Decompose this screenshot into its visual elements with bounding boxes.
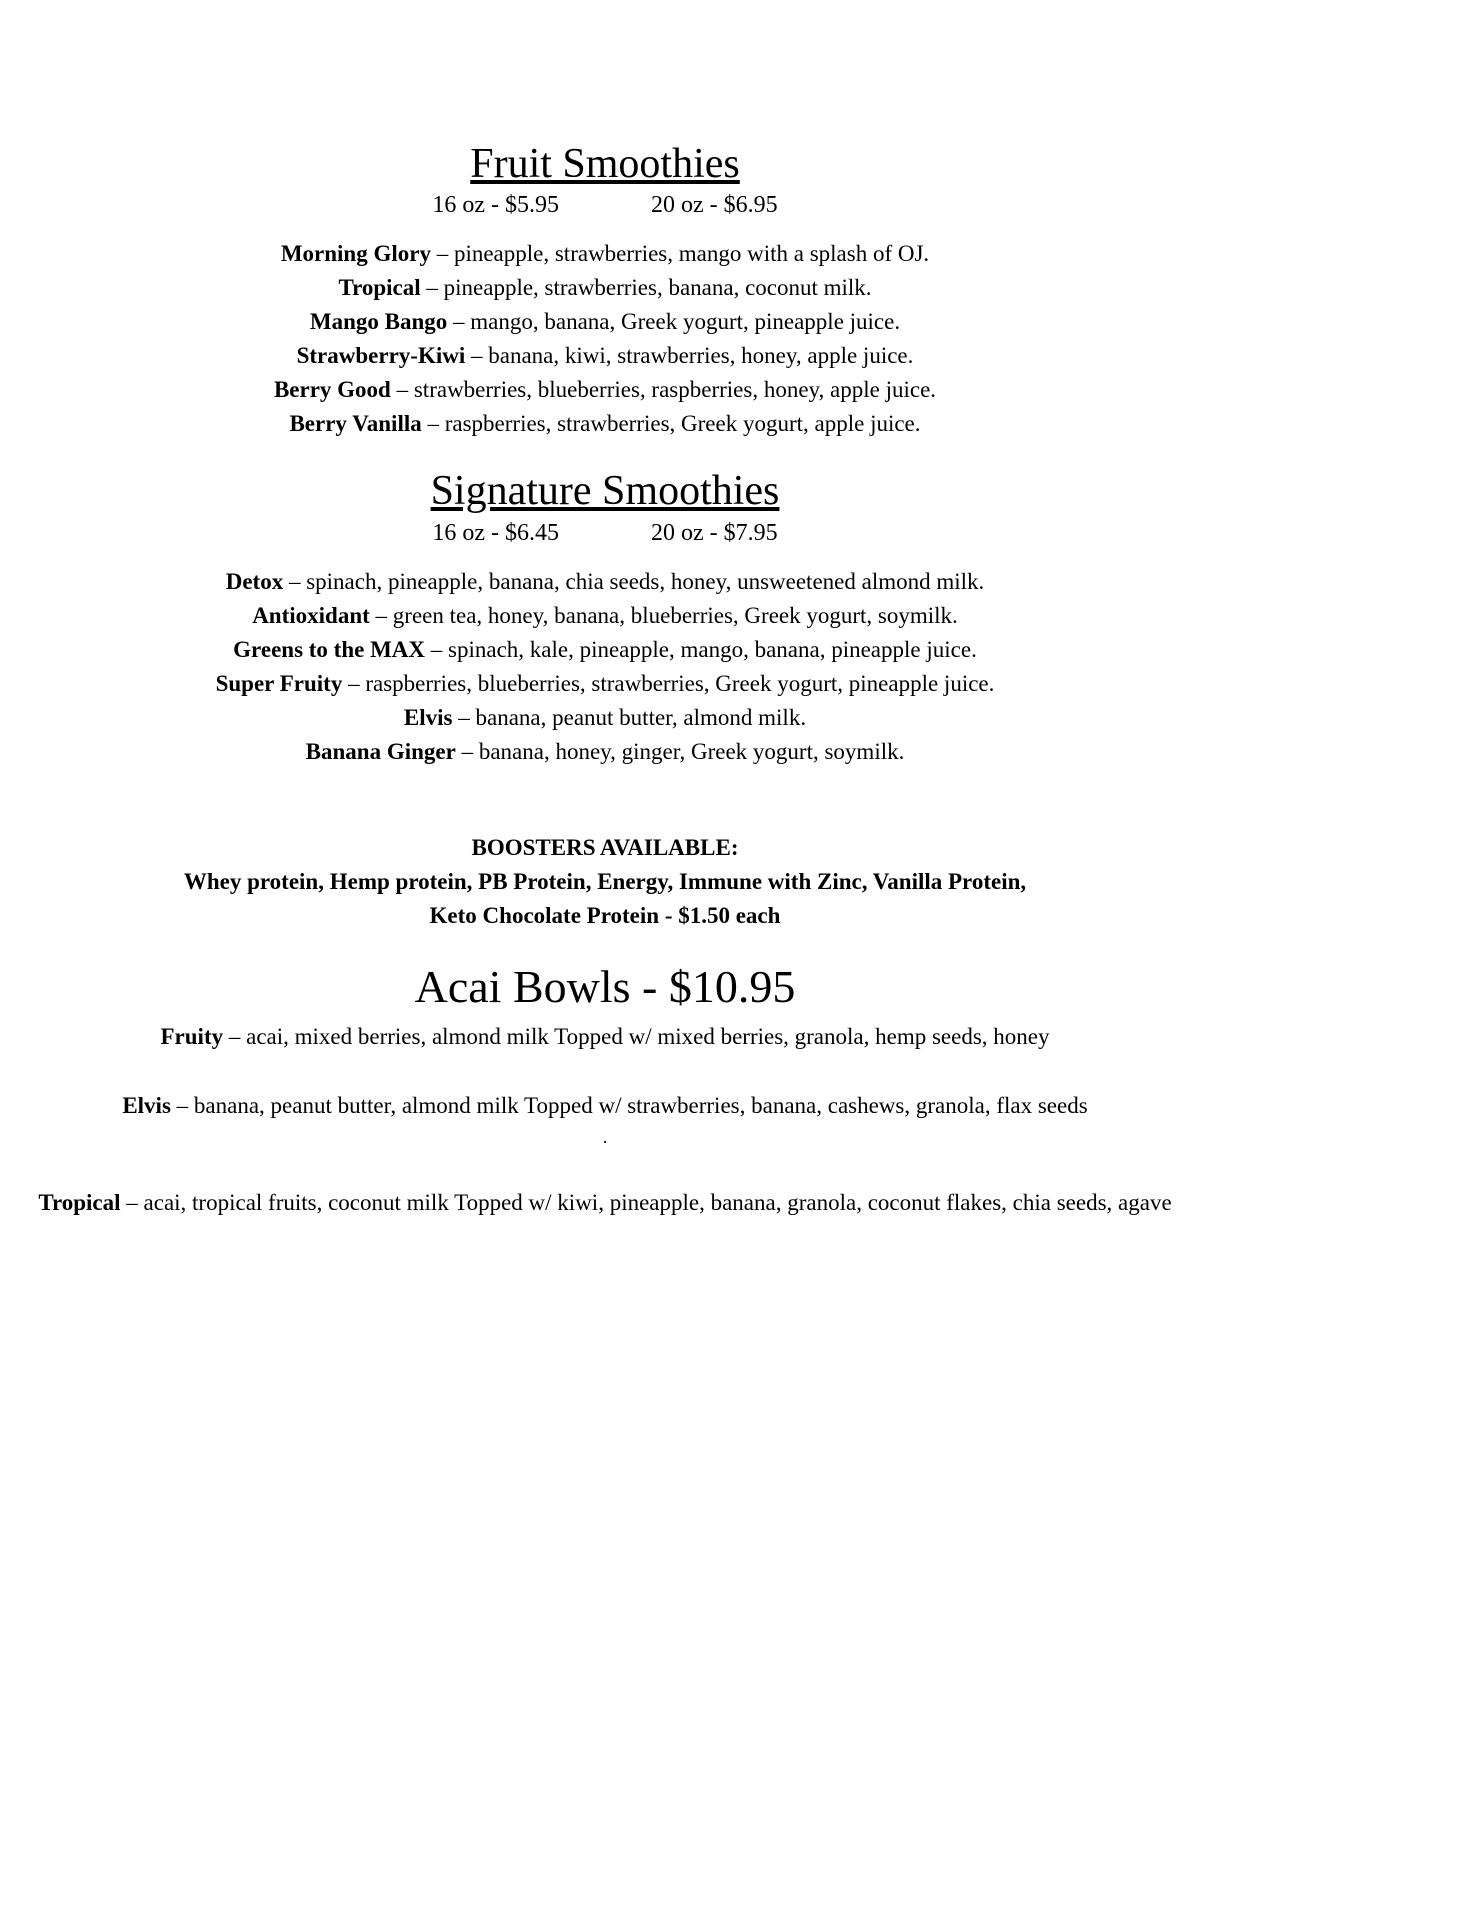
boosters-heading: BOOSTERS AVAILABLE: [471, 834, 739, 860]
menu-item [25, 667, 1185, 701]
menu-item [25, 271, 1185, 305]
boosters-line-2: Keto Chocolate Protein - $1.50 each [429, 902, 781, 928]
item-desc: – banana, honey, ginger, Greek yogurt, soymilk. [461, 738, 905, 764]
menu-item [25, 735, 1185, 769]
menu-item [25, 599, 1185, 633]
item-name: Berry Good [273, 377, 391, 403]
item-desc: – strawberries, blueberries, raspberries, honey, apple juice. [396, 377, 937, 403]
item-name: Tropical [338, 275, 421, 301]
menu-item [25, 237, 1185, 271]
item-desc: – spinach, kale, pineapple, mango, banana, pineapple juice. [430, 636, 977, 662]
item-desc: – spinach, pineapple, banana, chia seeds, honey, unsweetened almond milk. [288, 568, 985, 594]
acai-bowls-title [25, 961, 1185, 1014]
item-desc: – banana, kiwi, strawberries, honey, apple juice. [471, 343, 914, 369]
signature-smoothies-title [25, 467, 1185, 515]
item-desc: – pineapple, strawberries, banana, coconut milk. [426, 275, 872, 301]
fruit-smoothies-title [25, 140, 1185, 188]
item-name: Morning Glory [280, 241, 431, 267]
fruit-price-20oz: 20 oz - $6.95 [651, 192, 778, 219]
item-name: Elvis [122, 1093, 171, 1119]
item-name: Tropical [38, 1190, 121, 1216]
item-desc: – raspberries, blueberries, strawberries, Greek yogurt, pineapple juice. [348, 670, 995, 696]
menu-item [25, 407, 1185, 441]
item-desc: – mango, banana, Greek yogurt, pineapple juice. [453, 309, 901, 335]
signature-smoothies-prices [25, 520, 1185, 547]
item-name: Banana Ginger [305, 738, 456, 764]
signature-price-20oz: 20 oz - $7.95 [651, 519, 778, 546]
item-desc: – acai, tropical fruits, coconut milk Topped w/ kiwi, pineapple, banana, granola, coconut flakes, chia seeds, agave [126, 1190, 1172, 1216]
menu-item [25, 701, 1185, 735]
menu-item [25, 373, 1185, 407]
acai-bowls-title-price: - $10.95 [630, 960, 796, 1012]
item-desc: – acai, mixed berries, almond milk Topped w/ mixed berries, granola, hemp seeds, honey [228, 1024, 1050, 1050]
stray-period: . [602, 1127, 608, 1148]
boosters-line-1: Whey protein, Hemp protein, PB Protein, Energy, Immune with Zinc, Vanilla Protein, [183, 868, 1027, 894]
item-name: Fruity [160, 1024, 224, 1050]
item-desc: – raspberries, strawberries, Greek yogurt, apple juice. [427, 411, 921, 437]
item-name: Greens to the MAX [233, 636, 426, 662]
fruit-smoothies-prices [25, 192, 1185, 219]
menu-item [25, 1019, 1185, 1054]
fruit-smoothies-title-text: Fruit Smoothies [470, 141, 740, 187]
menu-content [25, 0, 1185, 1220]
item-name: Super Fruity [215, 670, 343, 696]
menu-item [25, 339, 1185, 373]
acai-bowls-title-text: Acai Bowls [414, 960, 631, 1012]
item-desc: – banana, peanut butter, almond milk. [458, 704, 807, 730]
boosters-section [25, 831, 1185, 933]
item-name: Mango Bango [309, 309, 448, 335]
menu-item [25, 1088, 1185, 1123]
menu-item [25, 1185, 1185, 1220]
item-desc: – pineapple, strawberries, mango with a splash of OJ. [436, 241, 930, 267]
signature-smoothies-title-text: Signature Smoothies [430, 468, 780, 515]
item-name: Berry Vanilla [289, 411, 422, 437]
item-name: Strawberry-Kiwi [296, 343, 466, 369]
item-name: Antioxidant [252, 602, 370, 628]
fruit-price-16oz: 16 oz - $5.95 [432, 192, 559, 219]
item-desc: – green tea, honey, banana, blueberries, Greek yogurt, soymilk. [375, 602, 958, 628]
item-name: Elvis [403, 704, 453, 730]
item-name: Detox [225, 568, 284, 594]
item-desc: – banana, peanut butter, almond milk Topped w/ strawberries, banana, cashews, granola, flax seeds [176, 1093, 1088, 1119]
menu-item [25, 633, 1185, 667]
signature-price-16oz: 16 oz - $6.45 [432, 519, 559, 546]
menu-item [25, 565, 1185, 599]
menu-item [25, 305, 1185, 339]
